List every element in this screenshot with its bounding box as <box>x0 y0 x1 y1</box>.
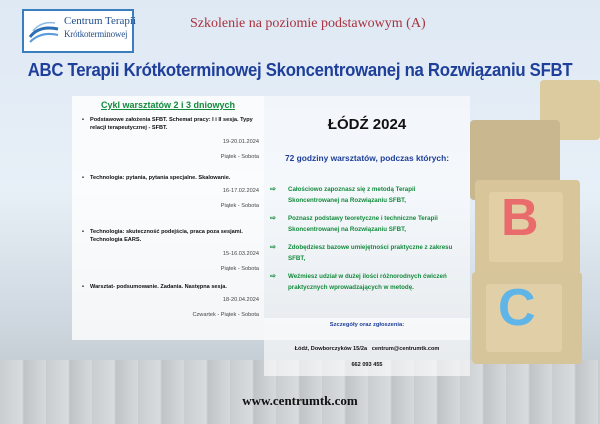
workshop-topic: Podstawowe założenia SFBT. Schemat pracy: I i II sesja. Typy relacji terapeutycznej - SFBT. <box>90 117 253 132</box>
benefit-text: Poznasz podstawy teoretyczne i techniczne Terapii Skoncentrowanej na Rozwiązaniu SFBT, <box>288 215 438 233</box>
bullet-icon: • <box>82 284 84 290</box>
bullet-icon: • <box>82 229 84 235</box>
contact-email[interactable]: centrum@centrumtk.com <box>371 346 440 352</box>
workshop-topic: Technologia: pytania, pytania specjalne. Skalowanie. <box>90 175 231 181</box>
workshop-date: 16-17.02.2024 <box>222 188 259 195</box>
workshop-topic: Technologia: skuteczność podejścia, praca poza sesjami. Technologia EARS. <box>90 229 243 244</box>
bullet-icon: • <box>82 175 84 181</box>
workshop-days: Czwartek - Piątek - Sobota <box>192 312 259 319</box>
city-year: ŁÓDŹ 2024 <box>327 116 407 133</box>
workshop-days: Piątek - Sobota <box>220 265 259 272</box>
benefit-item <box>270 271 466 293</box>
contact-phone: 662 093 455 <box>351 362 383 368</box>
logo-line-2: Krótkoterminowej <box>64 29 128 39</box>
benefit-text: Całościowo zapoznasz się z metodą Terapii Skoncentrowanej na Rozwiązaniu SFBT, <box>288 186 416 204</box>
program-panel <box>264 96 470 340</box>
workshops-panel <box>72 96 264 340</box>
workshops-heading: Cykl warsztatów 2 i 3 dniowych <box>100 100 236 110</box>
page-title: ABC Terapii Krótkoterminowej Skoncentrowanej na Rozwiązaniu SFBT <box>27 60 573 80</box>
benefit-item <box>270 213 466 235</box>
benefit-item <box>270 242 466 264</box>
workshop-item <box>81 228 259 272</box>
contact-address: Łódź, Dowborczyków 15/2a <box>294 346 368 352</box>
workshop-item <box>81 174 259 209</box>
workshop-days: Piątek - Sobota <box>220 153 259 160</box>
arrow-right-icon: ⇨ <box>270 215 276 222</box>
logo-line-1: Centrum Terapii <box>64 15 137 27</box>
logo-wave-icon <box>27 15 61 49</box>
workshop-date: 18-20.04.2024 <box>222 297 259 304</box>
workshop-date: 15-16.03.2024 <box>222 250 259 257</box>
arrow-right-icon: ⇨ <box>270 244 276 251</box>
arrow-right-icon: ⇨ <box>270 186 276 193</box>
hours-heading: 72 godziny warsztatów, podczas których: <box>285 153 449 163</box>
subtitle: Szkolenie na poziomie podstawowym (A) <box>190 16 426 31</box>
contact-box <box>264 318 470 376</box>
benefit-text: Weźmiesz udział w dużej ilości różnorodnych ćwiczeń praktycznych wprowadzających w metodę. <box>288 273 447 291</box>
contact-title: Szczegóły oraz zgłoszenia: <box>329 322 405 328</box>
workshop-date: 19-20.01.2024 <box>222 138 259 145</box>
arrow-right-icon: ⇨ <box>270 273 276 280</box>
logo <box>22 9 137 53</box>
website-link[interactable]: www.centrumtk.com <box>242 393 358 408</box>
workshop-days: Piątek - Sobota <box>220 203 259 210</box>
block-c <box>472 272 582 364</box>
benefit-text: Zdobędziesz bazowe umiejętności praktyczne z zakresu SFBT, <box>288 244 453 262</box>
bullet-icon: • <box>82 117 84 123</box>
block-letter-b: B <box>501 189 539 247</box>
workshop-item <box>81 283 259 318</box>
block-b <box>475 180 580 275</box>
workshop-topic: Warsztat- podsumowanie. Zadania. Następna sesja. <box>90 284 227 290</box>
workshop-item <box>81 116 259 160</box>
block-letter-c: C <box>498 279 536 337</box>
contact-address-line <box>264 346 470 352</box>
benefit-item <box>270 184 466 206</box>
